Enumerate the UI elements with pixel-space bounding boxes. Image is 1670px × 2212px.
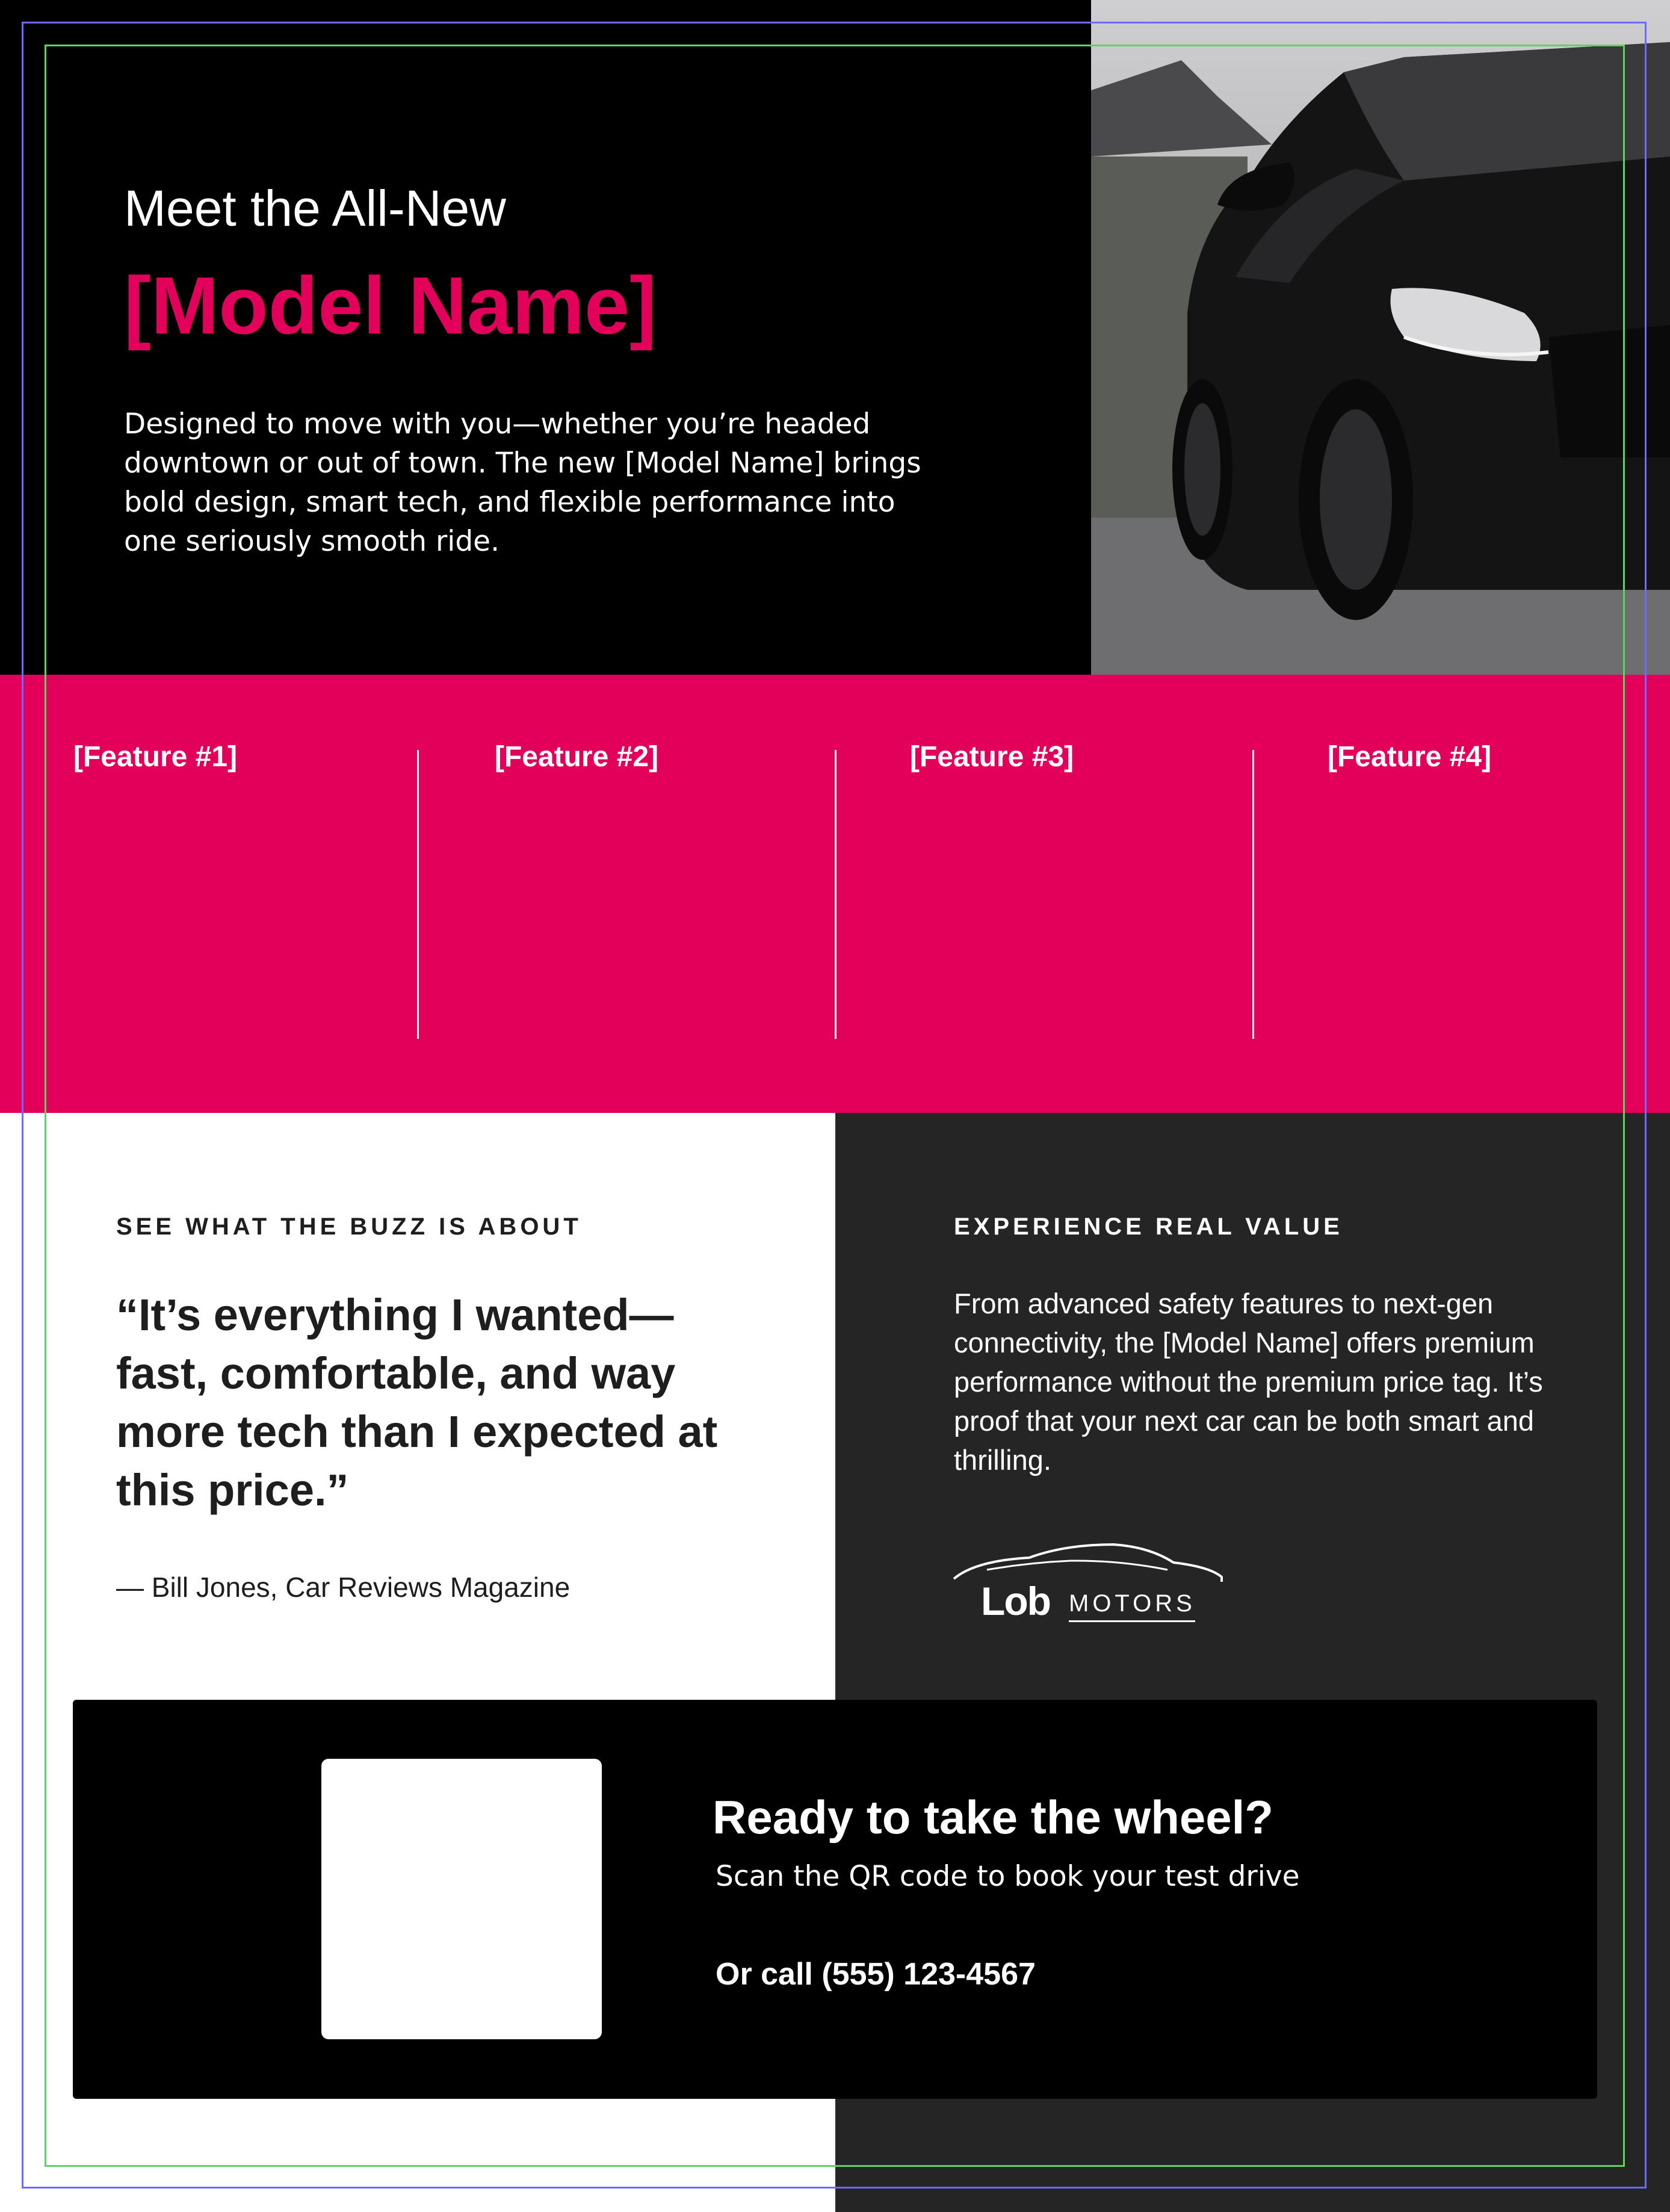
model-name-heading: [Model Name] [124, 260, 657, 351]
testimonial-label: SEE WHAT THE BUZZ IS ABOUT [116, 1213, 582, 1240]
cta-panel [73, 1700, 1597, 2099]
testimonial-attribution: — Bill Jones, Car Reviews Magazine [116, 1572, 571, 1603]
hero-eyebrow: Meet the All-New [124, 180, 506, 237]
cta-title: Ready to take the wheel? [713, 1791, 1273, 1844]
testimonial-quote: “It’s everything I wanted—fast, comfortable, and way more tech than I expected at this price.” [116, 1290, 718, 1515]
feature-1: [Feature #1] [73, 741, 238, 773]
logo-brand: Lob [981, 1579, 1050, 1623]
value-label: EXPERIENCE REAL VALUE [954, 1213, 1343, 1240]
hero-intro: Designed to move with you—whether you’re headed downtown or out of town. The new [Model Name] brings bold design, smart tech, and flexible performance into one seriously smooth ride. [124, 407, 921, 558]
feature-4: [Feature #4] [1328, 741, 1492, 773]
qr-code-placeholder[interactable] [321, 1759, 602, 2039]
feature-2: [Feature #2] [495, 741, 659, 773]
feature-3: [Feature #3] [910, 741, 1074, 773]
feature-divider [835, 750, 837, 1039]
car-photo [1091, 0, 1670, 675]
feature-divider [1252, 750, 1254, 1039]
car-illustration [1091, 0, 1670, 675]
value-body: From advanced safety features to next-gen connectivity, the [Model Name] offers premium performance without the premium price tag. It’s proof that your next car can be both smart and thrilling. [954, 1287, 1543, 1476]
logo-sub: MOTORS [1069, 1590, 1196, 1617]
cta-phone[interactable]: Or call (555) 123-4567 [716, 1957, 1036, 1992]
logo-underline [1069, 1620, 1195, 1622]
feature-divider [417, 750, 419, 1039]
cta-subtitle: Scan the QR code to book your test drive [716, 1860, 1300, 1893]
